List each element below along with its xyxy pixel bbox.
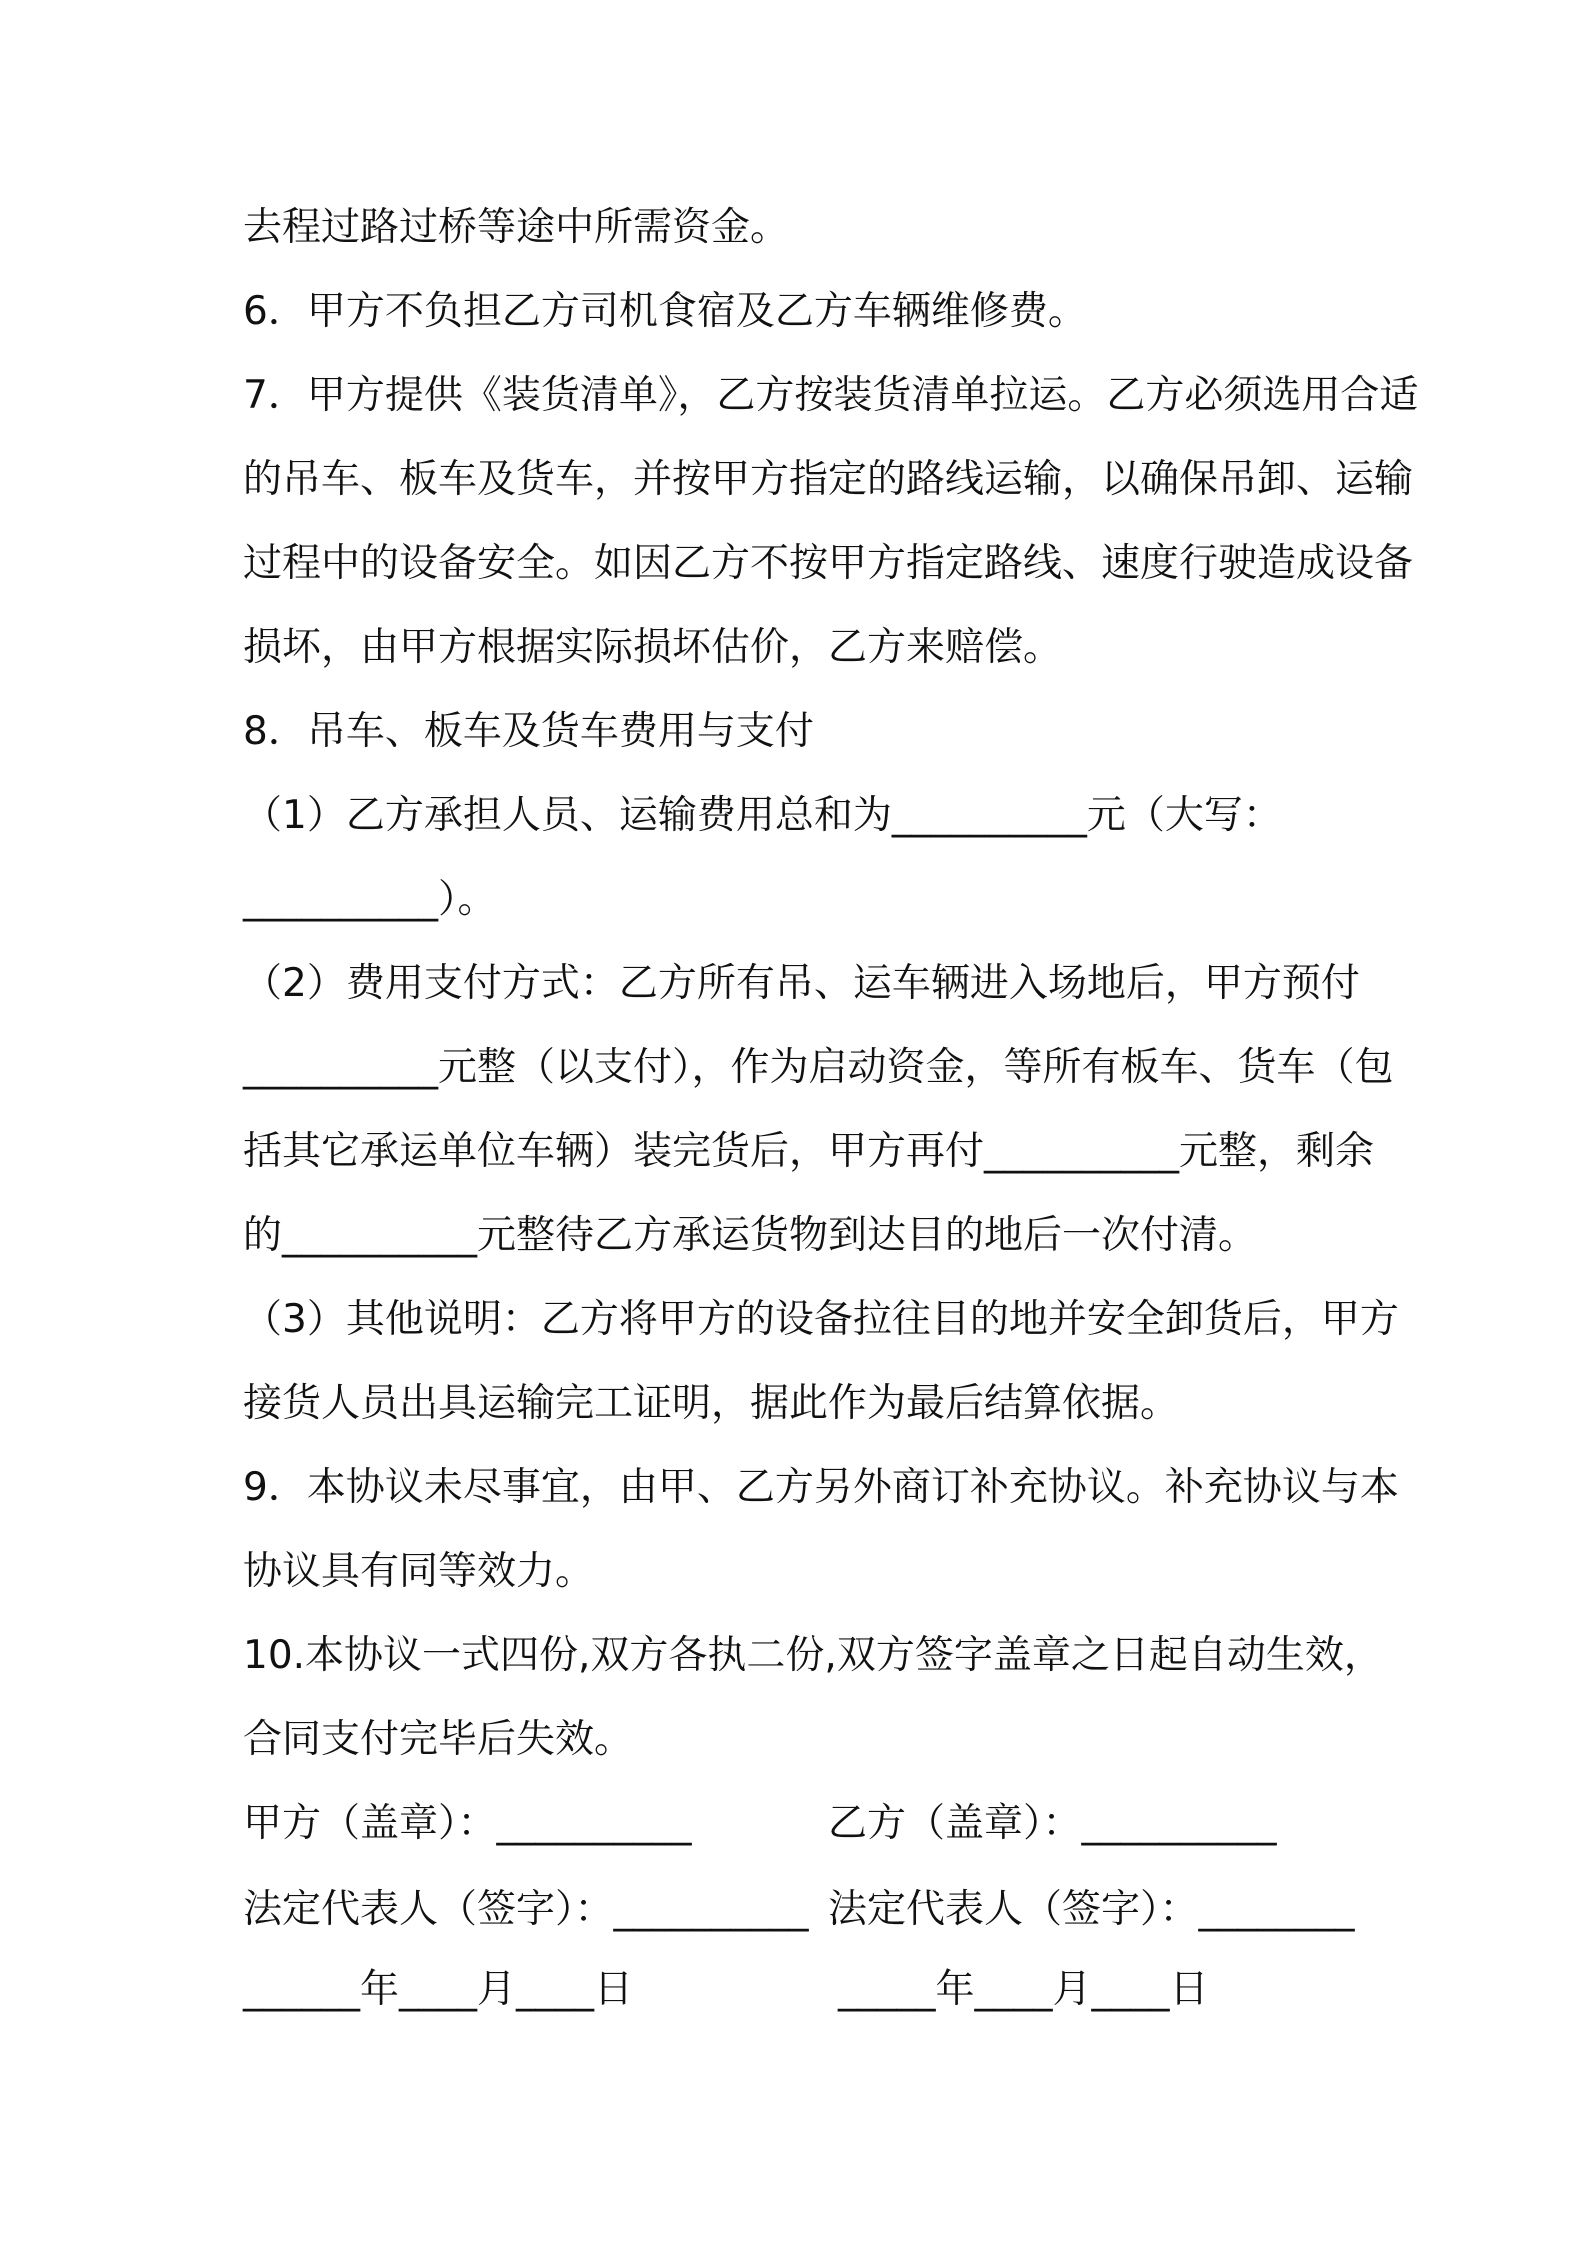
text-line-1: 去程过路过桥等途中所需资金。 <box>243 205 790 250</box>
text-line-18: 10.本协议一式四份,双方各执二份,双方签字盖章之日起自动生效， <box>243 1633 1383 1678</box>
text-line-3: 7．甲方提供《装货清单》，乙方按装货清单拉运。乙方必须选用合适 <box>243 373 1419 418</box>
text-line-12: 括其它承运单位车辆）装完货后，甲方再付__________元整，剩余 <box>243 1129 1375 1174</box>
text-line-14: （3）其他说明：乙方将甲方的设备拉往目的地并安全卸货后，甲方 <box>243 1297 1399 1342</box>
text-line-15: 接货人员出具运输完工证明，据此作为最后结算依据。 <box>243 1381 1180 1426</box>
text-line-10: （2）费用支付方式：乙方所有吊、运车辆进入场地后，甲方预付 <box>243 961 1360 1006</box>
party-b-seal: 乙方（盖章）：__________ <box>828 1801 1277 1846</box>
text-line-7: 8．吊车、板车及货车费用与支付 <box>243 709 814 754</box>
party-a-representative: 法定代表人（签字）：__________ <box>243 1887 809 1932</box>
text-line-9: __________）。 <box>243 877 497 922</box>
party-a-date: ______年____月____日 <box>243 1967 634 2012</box>
text-line-17: 协议具有同等效力。 <box>243 1549 595 1594</box>
text-line-13: 的__________元整待乙方承运货物到达目的地后一次付清。 <box>243 1213 1258 1258</box>
text-line-2: 6．甲方不负担乙方司机食宿及乙方车辆维修费。 <box>243 289 1087 334</box>
text-line-16: 9．本协议未尽事宜，由甲、乙方另外商订补充协议。补充协议与本 <box>243 1465 1399 1510</box>
text-line-11: __________元整（以支付），作为启动资金，等所有板车、货车（包 <box>243 1045 1394 1090</box>
text-line-5: 过程中的设备安全。如因乙方不按甲方指定路线、速度行驶造成设备 <box>243 541 1414 586</box>
party-a-seal: 甲方（盖章）：__________ <box>243 1801 692 1846</box>
party-b-representative: 法定代表人（签字）：________ <box>828 1887 1355 1932</box>
text-line-4: 的吊车、板车及货车，并按甲方指定的路线运输，以确保吊卸、运输 <box>243 457 1414 502</box>
party-b-date: _____年____月____日 <box>838 1967 1209 2012</box>
text-line-6: 损坏，由甲方根据实际损坏估价，乙方来赔偿。 <box>243 625 1063 670</box>
text-line-8: （1）乙方承担人员、运输费用总和为__________元（大写： <box>243 793 1282 838</box>
text-line-19: 合同支付完毕后失效。 <box>243 1717 634 1762</box>
